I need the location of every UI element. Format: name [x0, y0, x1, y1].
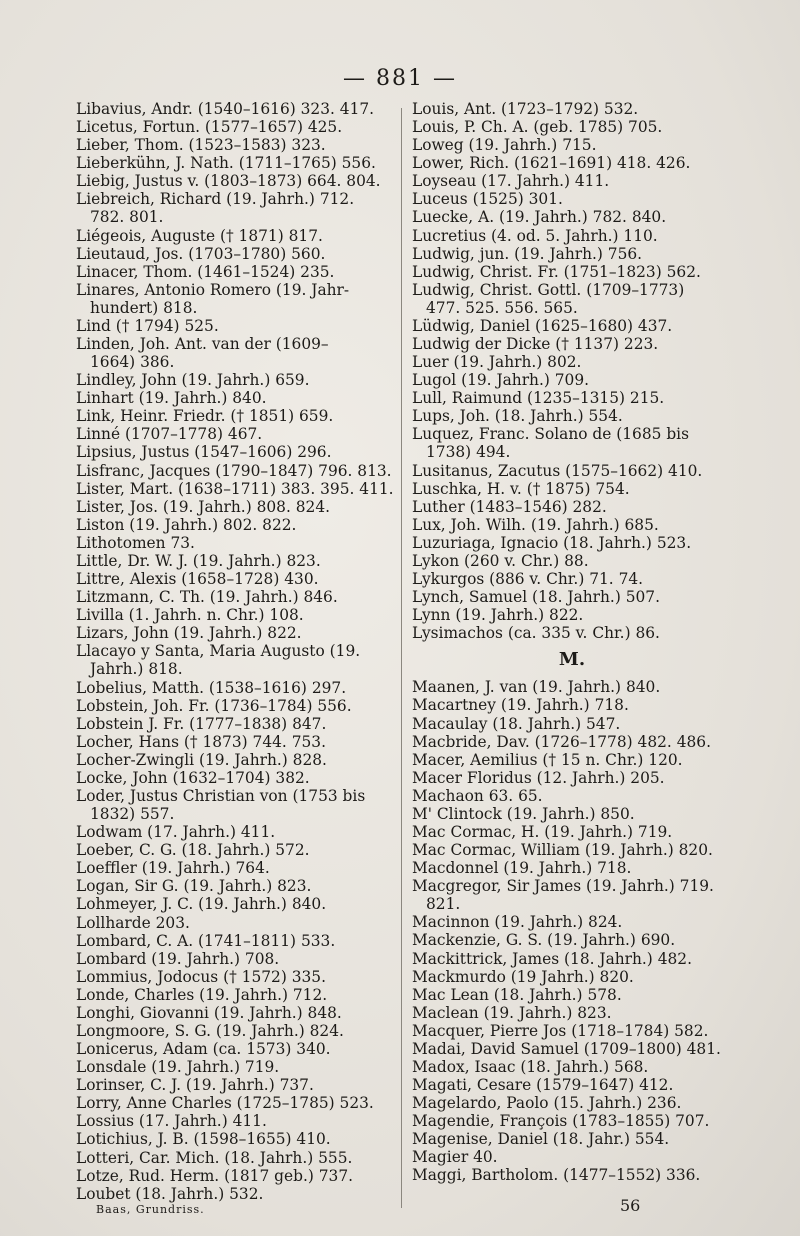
index-entry: Loweg (19. Jahrh.) 715.: [412, 136, 597, 155]
index-entry: Lipsius, Justus (1547–1606) 296.: [76, 443, 332, 462]
index-entry: Linhart (19. Jahrh.) 840.: [76, 389, 267, 408]
index-entry: Lonicerus, Adam (ca. 1573) 340.: [76, 1040, 331, 1059]
index-entry: Lisfranc, Jacques (1790–1847) 796. 813.: [76, 461, 392, 480]
index-entry: Lull, Raimund (1235–1315) 215.: [412, 389, 665, 408]
index-entry: Lohmeyer, J. C. (19. Jahrh.) 840.: [76, 895, 327, 914]
index-entry: Loeber, C. G. (18. Jahrh.) 572.: [76, 841, 310, 860]
index-entry-continuation: 1738) 494.: [426, 443, 511, 462]
index-entry: Madox, Isaac (18. Jahrh.) 568.: [412, 1057, 649, 1076]
index-entry: Lux, Joh. Wilh. (19. Jahrh.) 685.: [412, 515, 659, 534]
index-entry-continuation: 782. 801.: [90, 208, 164, 227]
index-entry: Ludwig, jun. (19. Jahrh.) 756.: [412, 244, 643, 263]
index-entry: Lindley, John (19. Jahrh.) 659.: [76, 371, 310, 390]
index-entry: Lister, Mart. (1638–1711) 383. 395. 411.: [76, 479, 394, 498]
index-entry: Lobelius, Matth. (1538–1616) 297.: [76, 678, 347, 697]
index-entry: Machaon 63. 65.: [412, 786, 543, 805]
index-entry-continuation: Jahrh.) 818.: [90, 660, 183, 679]
index-entry: Lizars, John (19. Jahrh.) 822.: [76, 624, 302, 643]
index-entry: Magenise, Daniel (18. Jahr.) 554.: [412, 1130, 670, 1149]
index-entry: Lynch, Samuel (18. Jahrh.) 507.: [412, 588, 660, 607]
index-entry: Mackittrick, James (18. Jahrh.) 482.: [412, 949, 692, 968]
index-entry: Locher, Hans († 1873) 744. 753.: [76, 732, 326, 751]
index-entry: M' Clintock (19. Jahrh.) 850.: [412, 804, 635, 823]
index-entry: Ludwig, Christ. Gottl. (1709–1773): [412, 280, 685, 299]
index-entry: Macinnon (19. Jahrh.) 824.: [412, 913, 623, 932]
index-entry: Luecke, A. (19. Jahrh.) 782. 840.: [412, 208, 667, 227]
page-number: — 881 —: [343, 66, 457, 91]
index-entry-continuation: 821.: [426, 895, 461, 914]
index-entry: Little, Dr. W. J. (19. Jahrh.) 823.: [76, 551, 321, 570]
index-entry: Lüdwig, Daniel (1625–1680) 437.: [412, 316, 673, 335]
index-entry: Loubet (18. Jahrh.) 532.: [76, 1184, 264, 1203]
index-entry: Lieber, Thom. (1523–1583) 323.: [76, 136, 326, 155]
footer-publication: Baas, Grundriss.: [96, 1203, 205, 1216]
index-entry: Lobstein J. Fr. (1777–1838) 847.: [76, 714, 327, 733]
index-entry-continuation: hundert) 818.: [90, 298, 198, 317]
index-entry: Linné (1707–1778) 467.: [76, 425, 263, 444]
index-entry: Mac Cormac, William (19. Jahrh.) 820.: [412, 841, 713, 860]
index-entry-continuation: 477. 525. 556. 565.: [426, 298, 578, 317]
index-entry: Libavius, Andr. (1540–1616) 323. 417.: [76, 100, 375, 118]
index-entry: Luer (19. Jahrh.) 802.: [412, 353, 582, 372]
index-entry: Madai, David Samuel (1709–1800) 481.: [412, 1039, 721, 1058]
index-entry: Livilla (1. Jahrh. n. Chr.) 108.: [76, 606, 304, 625]
index-entry: Linares, Antonio Romero (19. Jahr-: [76, 280, 350, 299]
footer-signature-number: 56: [620, 1196, 641, 1215]
index-entry: Maanen, J. van (19. Jahrh.) 840.: [412, 678, 661, 697]
index-entry: Link, Heinr. Friedr. († 1851) 659.: [76, 407, 334, 426]
index-entry: Lieutaud, Jos. (1703–1780) 560.: [76, 244, 326, 263]
index-entry: Macbride, Dav. (1726–1778) 482. 486.: [412, 732, 711, 751]
index-entry: Liebig, Justus v. (1803–1873) 664. 804.: [76, 172, 381, 191]
index-entry: Mackenzie, G. S. (19. Jahrh.) 690.: [412, 931, 676, 950]
index-entry: Maclean (19. Jahrh.) 823.: [412, 1003, 612, 1022]
index-entry: Lithotomen 73.: [76, 533, 195, 552]
index-entry: Lobstein, Joh. Fr. (1736–1784) 556.: [76, 696, 352, 715]
index-entry: Magier 40.: [412, 1148, 498, 1167]
index-entry: Luquez, Franc. Solano de (1685 bis: [412, 425, 689, 444]
index-entry: Loder, Justus Christian von (1753 bis: [76, 786, 366, 805]
index-entry: Licetus, Fortun. (1577–1657) 425.: [76, 118, 343, 137]
index-entry: Macer, Aemilius († 15 n. Chr.) 120.: [412, 750, 683, 769]
index-entry: Louis, P. Ch. A. (geb. 1785) 705.: [412, 118, 663, 137]
index-entry: Lotteri, Car. Mich. (18. Jahrh.) 555.: [76, 1148, 353, 1167]
index-entry: Lister, Jos. (19. Jahrh.) 808. 824.: [76, 497, 331, 516]
index-entry: Lotichius, J. B. (1598–1655) 410.: [76, 1130, 331, 1149]
index-entry: Lower, Rich. (1621–1691) 418. 426.: [412, 154, 691, 173]
index-entry: Loeffler (19. Jahrh.) 764.: [76, 859, 270, 878]
index-entry: Magelardo, Paolo (15. Jahrh.) 236.: [412, 1094, 682, 1113]
index-entry: Liston (19. Jahrh.) 802. 822.: [76, 515, 297, 534]
index-entry: Locher-Zwingli (19. Jahrh.) 828.: [76, 750, 327, 769]
left-column: [76, 100, 394, 1203]
index-entry: Lind († 1794) 525.: [76, 316, 219, 335]
index-entry: Lollharde 203.: [76, 913, 190, 932]
index-entry: Logan, Sir G. (19. Jahrh.) 823.: [76, 877, 312, 896]
index-entry: Lynn (19. Jahrh.) 822.: [412, 606, 584, 625]
index-entry: Lombard (19. Jahrh.) 708.: [76, 949, 280, 968]
index-entry: Macaulay (18. Jahrh.) 547.: [412, 714, 621, 733]
index-entry: Lossius (17. Jahrh.) 411.: [76, 1112, 267, 1131]
index-entry: Luzuriaga, Ignacio (18. Jahrh.) 523.: [412, 533, 692, 552]
index-entry: Lusitanus, Zacutus (1575–1662) 410.: [412, 461, 703, 480]
index-entry: Lucretius (4. od. 5. Jahrh.) 110.: [412, 226, 658, 245]
index-entry: Magendie, François (1783–1855) 707.: [412, 1112, 710, 1131]
index-entry: Macgregor, Sir James (19. Jahrh.) 719.: [412, 877, 714, 896]
index-entry: Luther (1483–1546) 282.: [412, 497, 607, 516]
index-entry-continuation: 1832) 557.: [90, 805, 175, 824]
column-divider: [401, 108, 402, 1208]
index-entry: Londe, Charles (19. Jahrh.) 712.: [76, 985, 328, 1004]
index-entry: Macdonnel (19. Jahrh.) 718.: [412, 859, 632, 878]
index-entry: Magati, Cesare (1579–1647) 412.: [412, 1076, 674, 1095]
index-entry: Lonsdale (19. Jahrh.) 719.: [76, 1058, 280, 1077]
index-entry: Longhi, Giovanni (19. Jahrh.) 848.: [76, 1003, 342, 1022]
index-entry: Mackmurdo (19 Jahrh.) 820.: [412, 967, 634, 986]
index-entry: Litzmann, C. Th. (19. Jahrh.) 846.: [76, 588, 338, 607]
index-entry: Lups, Joh. (18. Jahrh.) 554.: [412, 407, 623, 426]
index-entry: Luschka, H. v. († 1875) 754.: [412, 479, 630, 498]
index-entry: Liégeois, Auguste († 1871) 817.: [76, 226, 323, 245]
index-entry: Littre, Alexis (1658–1728) 430.: [76, 570, 319, 589]
index-entry: Longmoore, S. G. (19. Jahrh.) 824.: [76, 1021, 344, 1040]
index-entry-continuation: 1664) 386.: [90, 353, 175, 372]
index-entry: Liebreich, Richard (19. Jahrh.) 712.: [76, 190, 355, 209]
index-entry: Lykurgos (886 v. Chr.) 71. 74.: [412, 570, 644, 589]
index-entry: Loyseau (17. Jahrh.) 411.: [412, 172, 610, 191]
section-heading: M.: [558, 649, 586, 671]
index-entry: Macer Floridus (12. Jahrh.) 205.: [412, 768, 665, 787]
index-entry: Mac Cormac, H. (19. Jahrh.) 719.: [412, 822, 673, 841]
index-entry: Ludwig der Dicke († 1137) 223.: [412, 335, 659, 354]
index-entry: Lombard, C. A. (1741–1811) 533.: [76, 931, 336, 950]
index-entry: Llacayo y Santa, Maria Augusto (19.: [76, 642, 361, 661]
right-column: [412, 100, 732, 1185]
index-entry: Maggi, Bartholom. (1477–1552) 336.: [412, 1166, 701, 1185]
index-entry: Macquer, Pierre Jos (1718–1784) 582.: [412, 1021, 709, 1040]
index-entry: Lommius, Jodocus († 1572) 335.: [76, 967, 326, 986]
index-entry: Locke, John (1632–1704) 382.: [76, 768, 310, 787]
index-entry: Lieberkühn, J. Nath. (1711–1765) 556.: [76, 154, 376, 173]
index-entry: Luceus (1525) 301.: [412, 190, 563, 209]
index-entry: Linacer, Thom. (1461–1524) 235.: [76, 262, 335, 281]
index-entry: Lugol (19. Jahrh.) 709.: [412, 371, 590, 390]
index-entry: Lorry, Anne Charles (1725–1785) 523.: [76, 1094, 374, 1113]
index-entry: Lykon (260 v. Chr.) 88.: [412, 551, 589, 570]
index-entry: Ludwig, Christ. Fr. (1751–1823) 562.: [412, 262, 701, 281]
index-entry: Lysimachos (ca. 335 v. Chr.) 86.: [412, 624, 660, 643]
index-entry: Linden, Joh. Ant. van der (1609–: [76, 335, 329, 354]
index-entry: Mac Lean (18. Jahrh.) 578.: [412, 985, 622, 1004]
index-entry: Lodwam (17. Jahrh.) 411.: [76, 823, 276, 842]
index-entry: Louis, Ant. (1723–1792) 532.: [412, 100, 639, 118]
index-entry: Lorinser, C. J. (19. Jahrh.) 737.: [76, 1076, 314, 1095]
index-entry: Macartney (19. Jahrh.) 718.: [412, 696, 629, 715]
index-entry: Lotze, Rud. Herm. (1817 geb.) 737.: [76, 1166, 354, 1185]
